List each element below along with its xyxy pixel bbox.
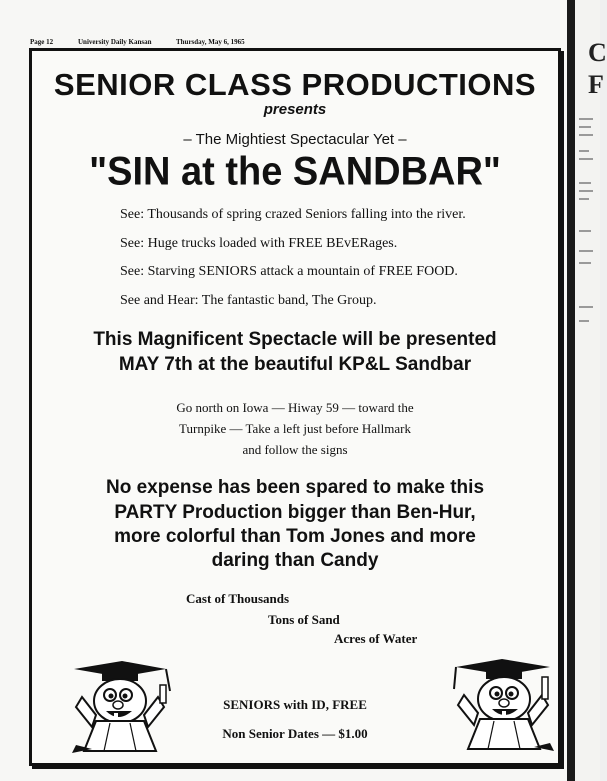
page-edge xyxy=(567,0,575,781)
newspaper-name: University Daily Kansan xyxy=(78,38,152,46)
price-line: Non Senior Dates — $1.00 xyxy=(222,726,368,741)
issue-date: Thursday, May 6, 1965 xyxy=(176,38,245,46)
spectacle-line: This Magnificent Spectacle will be presented xyxy=(93,329,497,350)
advertisement xyxy=(29,48,561,766)
column-text-line xyxy=(579,158,593,160)
column-text-line xyxy=(579,190,593,192)
event-title: "SIN at the SANDBAR" xyxy=(89,149,501,195)
column-text-line xyxy=(579,182,591,184)
cast-line: Tons of Sand xyxy=(268,612,340,627)
cast-line: Cast of Thousands xyxy=(186,591,290,606)
column-text-line xyxy=(579,262,591,264)
expense-line: more colorful than Tom Jones and more xyxy=(114,526,476,547)
column-text-line xyxy=(579,306,593,308)
expense-line: daring than Candy xyxy=(211,550,379,571)
graduate-mascot-icon xyxy=(450,655,560,755)
directions-line: Go north on Iowa — Hiway 59 — toward the xyxy=(176,400,414,415)
price-line: SENIORS with ID, FREE xyxy=(223,697,367,712)
see-line: See: Huge trucks loaded with FREE BEvERages. xyxy=(120,236,398,251)
directions-line: Turnpike — Take a left just before Hallmark xyxy=(179,421,411,436)
presents-text: presents xyxy=(263,101,327,118)
see-line: See: Starving SENIORS attack a mountain of FREE FOOD. xyxy=(120,264,458,279)
cast-line: Acres of Water xyxy=(334,631,418,646)
ad-headline: SENIOR CLASS PRODUCTIONS xyxy=(53,67,537,102)
expense-line: No expense has been spared to make this xyxy=(105,477,485,498)
adjacent-page-letter: F xyxy=(588,70,604,99)
page-number: Page 12 xyxy=(30,38,54,46)
graduate-mascot-icon xyxy=(62,657,172,757)
adjacent-page-strip xyxy=(575,0,607,781)
expense-line: PARTY Production bigger than Ben-Hur, xyxy=(114,502,476,523)
column-text-line xyxy=(579,126,591,128)
column-text-line xyxy=(579,250,593,252)
column-text-line xyxy=(579,320,589,322)
tagline: – The Mightiest Spectacular Yet – xyxy=(183,131,407,148)
column-text-line xyxy=(579,198,589,200)
column-text-line xyxy=(579,118,593,120)
see-line: See: Thousands of spring crazed Seniors falling into the river. xyxy=(120,207,466,222)
see-line: See and Hear: The fantastic band, The Group. xyxy=(120,293,377,308)
column-text-line xyxy=(579,150,589,152)
adjacent-page-letter: C xyxy=(588,38,607,67)
spectacle-line: MAY 7th at the beautiful KP&L Sandbar xyxy=(118,354,472,375)
column-text-line xyxy=(579,230,591,232)
column-text-line xyxy=(579,134,593,136)
directions-line: and follow the signs xyxy=(242,442,348,457)
